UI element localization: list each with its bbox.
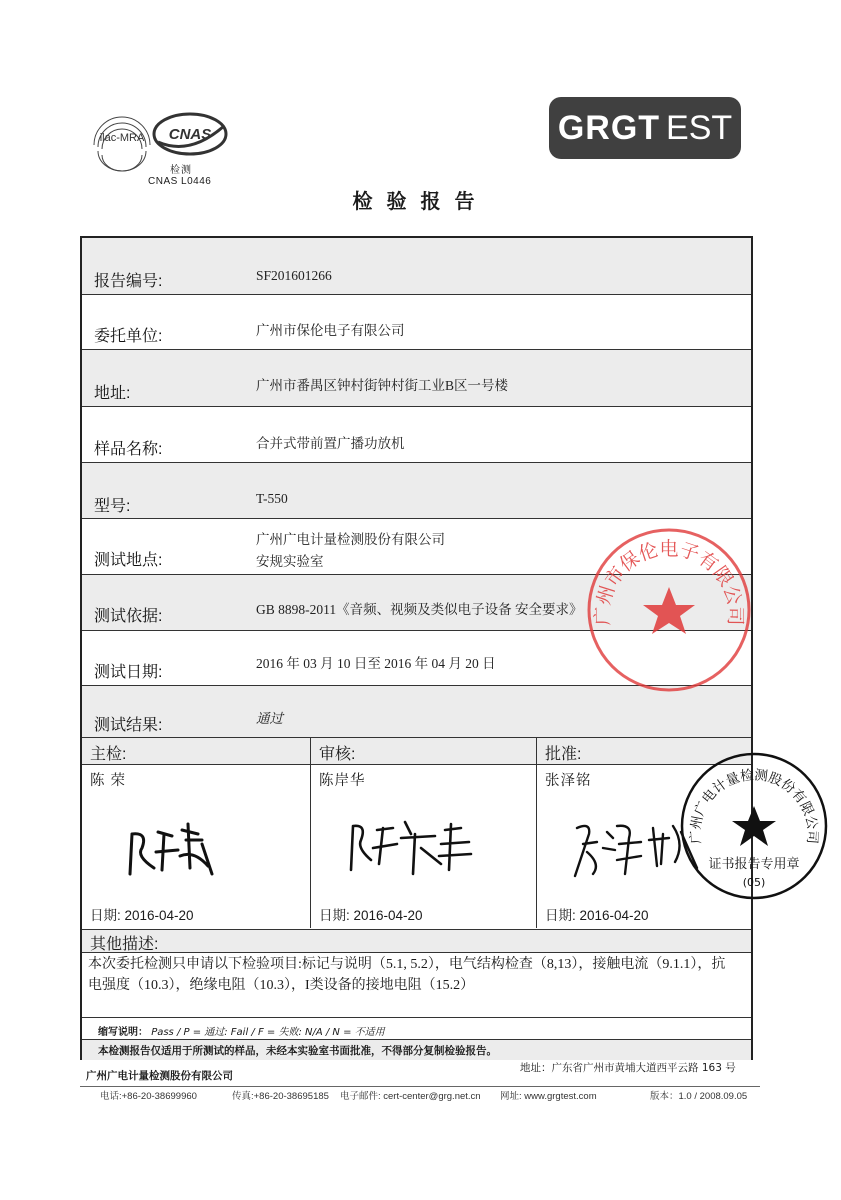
field-row — [82, 350, 751, 407]
footer-email: 电子邮件: cert-center@grg.net.cn — [340, 1091, 481, 1102]
brand-light: EST — [666, 108, 733, 147]
company-red-seal — [584, 525, 754, 695]
field-label: 测试依据: — [94, 608, 163, 625]
signature-row — [82, 738, 751, 930]
other-heading-text: 其他描述: — [90, 936, 159, 953]
field-row — [82, 295, 751, 350]
field-value: GB 8898-2011《音频、视频及类似电子设备 安全要求》 — [256, 602, 583, 617]
black-seal-code: (05) — [742, 876, 766, 889]
grgtest-logo — [549, 97, 741, 159]
certificate-black-seal — [678, 750, 830, 902]
signature-inspector — [82, 738, 310, 928]
cnas-logo — [150, 108, 230, 158]
legend-label: 缩写说明： — [98, 1027, 148, 1038]
field-value: 合并式带前置广播功放机 — [256, 436, 405, 451]
black-seal-text: 广州广电计量检测股份有限公司 — [687, 767, 821, 845]
signature-date: 日期: 2016-04-20 — [545, 908, 649, 923]
svg-text:CNAS: CNAS — [168, 126, 212, 143]
field-value: 2016 年 03 月 10 日至 2016 年 04 月 20 日 — [256, 656, 496, 671]
footer-web: 网址: www.grgtest.com — [500, 1091, 597, 1102]
brand-bold: GRGT — [557, 108, 661, 147]
field-value: 广州广电计量检测股份有限公司 — [256, 532, 445, 547]
field-row — [82, 238, 751, 295]
other-heading — [82, 930, 751, 953]
field-value: T-550 — [256, 491, 288, 506]
footer-phone: 电话:+86-20-38699960 — [100, 1091, 197, 1102]
cnas-label: 检测 — [170, 165, 192, 176]
report-notice: 本检测报告仅适用于所测试的样品，未经本实验室书面批准，不得部分复制检验报告。 — [82, 1040, 751, 1060]
cnas-id: CNAS L0446 — [148, 176, 212, 187]
field-label: 地址: — [94, 385, 131, 402]
black-seal-center: 证书报告专用章 — [708, 857, 800, 872]
signature-head — [82, 738, 310, 765]
signature-date: 日期: 2016-04-20 — [319, 908, 423, 923]
field-row — [82, 463, 751, 519]
signature-role: 批准: — [545, 746, 582, 763]
signature-role: 审核: — [319, 746, 356, 763]
field-value-line2: 安规实验室 — [256, 554, 324, 569]
other-text: 本次委托检测只申请以下检验项目:标记与说明（5.1, 5.2），电气结构检查（8,13），接触电流（9.1.1），抗电强度（10.3），绝缘电阻（10.3），I类设备的接地电阻（15.2） — [88, 957, 726, 993]
field-label: 型号: — [94, 498, 131, 515]
field-row — [82, 407, 751, 463]
field-label: 测试地点: — [94, 552, 163, 569]
page-title: 检验报告 — [352, 189, 489, 213]
svg-text:ilac-MRA: ilac-MRA — [99, 132, 145, 144]
field-value: 广州市保伦电子有限公司 — [256, 323, 405, 338]
field-label: 测试日期: — [94, 664, 163, 681]
signature-name: 张泽铭 — [545, 773, 592, 789]
other-description — [82, 930, 751, 1018]
abbreviation-legend — [82, 1018, 751, 1040]
handwritten-signature — [331, 804, 511, 884]
signature-head — [311, 738, 536, 765]
footer-address: 地址：广东省广州市黄埔大道西平云路 163 号 — [520, 1062, 736, 1074]
signature-date: 日期: 2016-04-20 — [90, 908, 194, 923]
signature-role: 主检: — [90, 746, 127, 763]
footer-company: 广州广电计量检测股份有限公司 — [86, 1070, 233, 1082]
field-label: 委托单位: — [94, 328, 163, 345]
footer-fax: 传真:+86-20-38695185 — [232, 1091, 329, 1102]
field-value: 通过 — [256, 711, 283, 726]
field-label: 报告编号: — [94, 273, 163, 290]
ilac-mra-logo — [88, 105, 156, 173]
legend-text: Pass / P = 通过: Fail / F = 失败: N/A / N = 不适用 — [151, 1027, 385, 1038]
field-value: SF201601266 — [256, 268, 332, 283]
red-seal-text: 广州市保伦电子有限公司 — [591, 537, 747, 626]
signature-reviewer — [310, 738, 536, 928]
signature-name: 陈岸华 — [319, 773, 366, 789]
handwritten-signature — [102, 804, 282, 884]
field-label: 测试结果: — [94, 717, 163, 734]
footer-version: 版本：1.0 / 2008.09.05 — [650, 1091, 748, 1102]
signature-name: 陈 荣 — [90, 773, 127, 789]
footer-divider — [80, 1086, 760, 1087]
field-value: 广州市番禺区钟村街钟村街工业B区一号楼 — [256, 378, 509, 393]
field-label: 样品名称: — [94, 441, 163, 458]
